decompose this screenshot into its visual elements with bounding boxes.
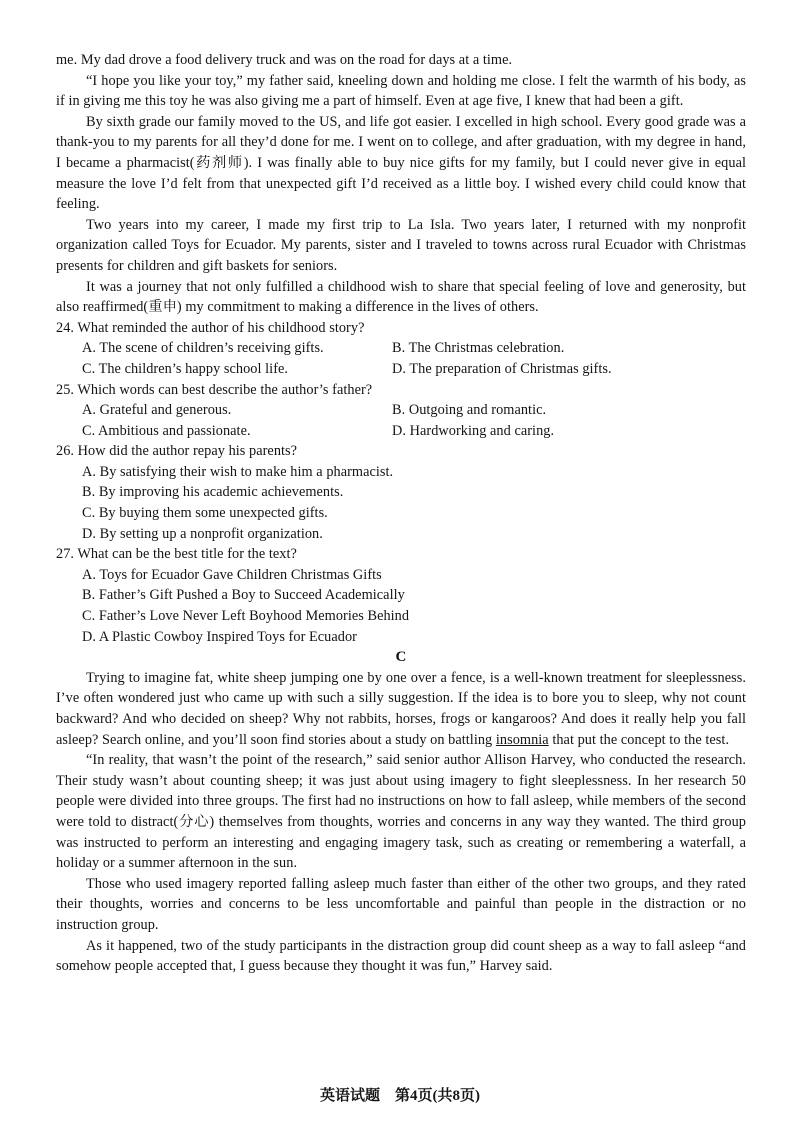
question-stem: 27. What can be the best title for the text?: [56, 546, 297, 563]
paragraph-text: that put the concept to the test.: [548, 731, 730, 748]
passage-paragraph: “In reality, that wasn’t the point of the research,” said senior author Allison Harvey, who conducted the research. Their study wasn’t about counting sheep; it was just about using imagery to fight sleeplessness. In her research 50 people were divided into three groups. The first had no instructions on how to fall asleep, while members of the second were told to distract(分心) themselves from thoughts, worries and concerns in any way they wanted. The third group was instructed to perform an interesting and engaging imagery task, such as creating or remembering a waterfall, a holiday or a summer afternoon in the sun.: [56, 752, 746, 872]
passage-paragraph: Those who used imagery reported falling asleep much faster than either of the other two groups, and they rated their thoughts, worries and concerns to be less uncomfortable and painful than people in the distraction or no instruction group.: [56, 875, 746, 933]
section-heading: C: [395, 649, 407, 666]
option-a: A. By satisfying their wish to make him a pharmacist.: [82, 463, 394, 480]
option-d: D. A Plastic Cowboy Inspired Toys for Ecuador: [82, 628, 357, 645]
option-row: [56, 400, 746, 421]
option-c: C. Father’s Love Never Left Boyhood Memories Behind: [82, 608, 410, 625]
passage-paragraph: It was a journey that not only fulfilled a childhood wish to share that special feeling of love and generosity, but also reaffirmed(重申) my commitment to making a difference in the lives of others.: [56, 278, 746, 316]
passage-paragraph: “I hope you like your toy,” my father said, kneeling down and holding me close. I felt the warmth of his body, as if in giving me this toy he was also giving me a part of himself. Even at age five, I knew that had been a gift.: [56, 72, 746, 110]
option-b: B. Outgoing and romantic.: [392, 402, 547, 419]
option-c: C. Ambitious and passionate.: [82, 422, 251, 439]
underlined-word: insomnia: [495, 731, 549, 748]
question-stem: 25. Which words can best describe the author’s father?: [56, 381, 373, 398]
option-d: D. By setting up a nonprofit organization.: [82, 525, 323, 542]
question-25: [56, 380, 746, 442]
option-a: A. Toys for Ecuador Gave Children Christmas Gifts: [82, 566, 382, 583]
option-row: [56, 421, 746, 442]
passage-paragraph: [56, 668, 746, 750]
passage-paragraph: As it happened, two of the study participants in the distraction group did count sheep as a way to fall asleep “and somehow people accepted that, I guess because they thought it was fun,” Harvey said.: [56, 937, 746, 975]
option-a: A. Grateful and generous.: [82, 402, 232, 419]
question-26: [56, 441, 746, 544]
option-d: D. Hardworking and caring.: [392, 422, 555, 439]
page-footer: 英语试题 第4页(共8页): [320, 1088, 480, 1104]
passage-paragraph: Two years into my career, I made my first trip to La Isla. Two years later, I returned with my nonprofit organization called Toys for Ecuador. My parents, sister and I traveled to towns across rural Ecuador with Christmas presents for children and gift baskets for seniors.: [56, 216, 746, 274]
passage-paragraph: By sixth grade our family moved to the US, and life got easier. I excelled in high school. Every good grade was a thank-you to my parents for all they’d done for me. I went on to college, and after graduation, with my degree in hand, I became a pharmacist(药剂师). I was finally able to buy nice gifts for my family, but I could never give in equal measure the love I’d felt from that unexpected gift I’d received as a little boy. I wished every child could know that feeling.: [56, 113, 746, 213]
page-text: [56, 50, 746, 977]
option-b: B. By improving his academic achievements.: [82, 484, 344, 501]
option-a: A. The scene of children’s receiving gifts.: [82, 340, 324, 357]
option-row: [56, 338, 746, 359]
option-row: [56, 359, 746, 380]
option-b: B. Father’s Gift Pushed a Boy to Succeed Academically: [82, 587, 405, 604]
option-b: B. The Christmas celebration.: [392, 340, 565, 357]
question-24: [56, 318, 746, 380]
paragraph-text: Trying to imagine fat, white sheep jumping one by one over a fence, is a well-known treatment for sleeplessness. I’ve often wondered just who came up with such a silly suggestion. If the idea is to bore you to sleep, why not count backward? And who decided on sheep? Why not rabbits, horses, frogs or kangaroos? And does it really help you fall asleep? Search online, and you’ll soon find stories about a study on battling: [56, 669, 746, 748]
question-27: [56, 544, 746, 647]
passage-paragraph: me. My dad drove a food delivery truck and was on the road for days at a time.: [56, 52, 513, 68]
question-stem: 26. How did the author repay his parents?: [56, 443, 298, 460]
option-c: C. The children’s happy school life.: [82, 360, 289, 377]
question-stem: 24. What reminded the author of his childhood story?: [56, 319, 365, 336]
option-c: C. By buying them some unexpected gifts.: [82, 505, 328, 522]
option-d: D. The preparation of Christmas gifts.: [392, 360, 612, 377]
